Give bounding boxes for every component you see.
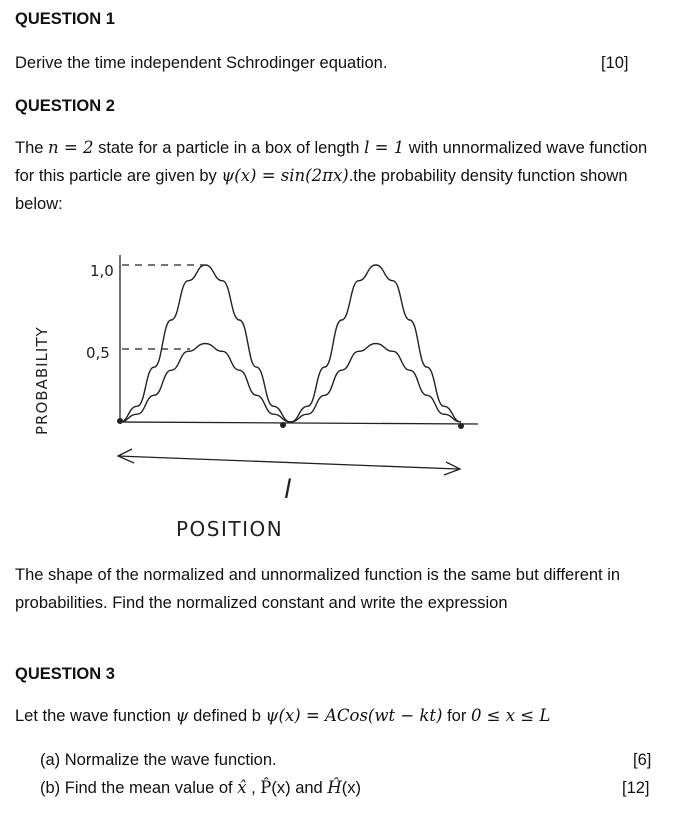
question-3-part-b-marks: [12] — [622, 779, 650, 797]
node-dot-start — [117, 418, 123, 424]
curve-unnormalized — [120, 265, 461, 422]
question-3-statement: Let the wave function ψ defined b ψ(x) = ACos(wt − kt) for 0 ≤ x ≤ L — [15, 706, 551, 725]
question-1-marks: [10] — [601, 54, 629, 72]
question-1-text: Derive the time independent Schrodinger equation. — [15, 54, 388, 72]
node-dot-end — [458, 423, 464, 429]
question-3-heading: QUESTION 3 — [15, 665, 115, 683]
length-label: l — [284, 475, 292, 505]
y-axis-label: PROBABILITY — [33, 326, 51, 435]
curve-normalized — [120, 344, 461, 423]
x-axis-label: POSITION — [176, 517, 284, 541]
node-dot-middle — [280, 422, 286, 428]
question-2-intro: The n = 2 state for a particle in a box of length l = 1 with unnormalized wave function for this particle are given by ψ(x) = sin(2πx).the probability density function shown below: — [15, 138, 648, 213]
question-3-part-a: (a) Normalize the wave function. — [40, 751, 277, 769]
question-3-part-b: (b) Find the mean value of x̂ , P̂(x) and Ĥ(x) — [40, 778, 361, 797]
y-tick-mid: 0,5 — [86, 344, 110, 362]
x-axis — [120, 422, 478, 424]
question-3-part-a-marks: [6] — [633, 751, 652, 769]
question-1-heading: QUESTION 1 — [15, 10, 115, 28]
length-double-arrow — [118, 449, 460, 475]
question-2-heading: QUESTION 2 — [15, 97, 115, 115]
probability-density-figure — [0, 230, 675, 550]
y-tick-high: 1,0 — [90, 262, 114, 280]
question-2-followup: The shape of the normalized and unnormalized function is the same but different in probabilities. Find the normalized constant and write the expression — [15, 566, 621, 612]
